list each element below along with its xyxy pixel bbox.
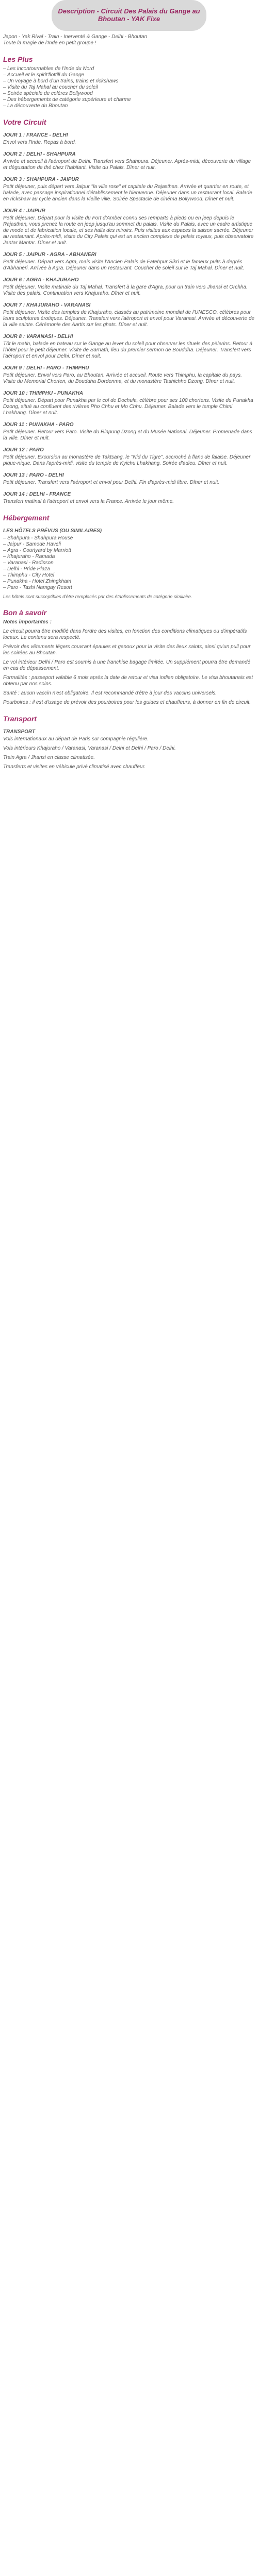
bon-savoir-paragraph: Prévoir des vêtements légers couvrant épaules et genoux pour la visite des lieux saints, ainsi qu'un pull pour les soirées au Bhoutan. <box>3 644 251 656</box>
bon-savoir-paragraph: Formalités : passeport valable 6 mois après la date de retour et visa indien obligatoire. Le visa bhoutanais est obtenu par nos soins. <box>3 675 253 687</box>
circuit-heading: Votre Circuit <box>3 118 46 126</box>
day-heading: JOUR 1 : FRANCE - DELHI <box>3 132 68 138</box>
day-heading: JOUR 10 : THIMPHU - PUNAKHA <box>3 391 84 396</box>
day-heading: JOUR 14 : DELHI - FRANCE <box>3 492 71 497</box>
day-text: Petit déjeuner, puis départ vers Jaipur "la ville rose" et capitale du Rajasthan. Arrivée et quartier en route, et balade, avec passage inspirationnel d'établissement le bienvenue. Déjeuner dans un restaurant local. Balade en rickshaw au cycle ancien dans la vieille ville. Soirée Spectacle de cinéma Bollywood. Dîner et nuit. <box>3 184 252 202</box>
list-item: – Shahpura - Shahpura House <box>3 535 255 541</box>
hebergement-subtitle: LES HÔTELS PRÉVUS (OU SIMILAIRES) <box>3 528 102 534</box>
intro-itinerary: Japon - Yak Rival - Train - Inerventé & Gange - Delhi - Bhoutan <box>3 34 148 40</box>
day-heading: JOUR 8 : VARANASI - DELHI <box>3 334 73 340</box>
day-heading: JOUR 5 : JAIPUR - AGRA - ABHANERI <box>3 252 96 258</box>
day-heading: JOUR 9 : DELHI - PARO - THIMPHU <box>3 365 89 371</box>
main-content <box>0 34 258 770</box>
day-heading: JOUR 2 : DELHI - SHAHPURA <box>3 151 76 157</box>
list-item: – Soirée spéciale de colères Bollywood <box>3 91 255 97</box>
day-text: Petit déjeuner. Transfert vers l'aéroport et envol pour Delhi. Fin d'après-midi libre. Dîner et nuit. <box>3 480 220 485</box>
list-item: – Thimphu - City Hotel <box>3 572 255 579</box>
day-heading: JOUR 11 : PUNAKHA - PARO <box>3 422 74 428</box>
list-item: – Varanasi - Radisson <box>3 560 255 566</box>
day-text: Petit déjeuner. Départ pour la visite du Fort d'Amber connu ses remparts à pieds ou en jeep depuis le Rajasthan, vous prenez la route en jeep jusqu'au sommet du palais. Visite du Palais, avec un cadre artistique de mode et de fabrication locale, et ses halls des miroirs. Puis visites aux espaces la saison sacrée. Déjeuner au restaurant. Après-midi, visite du City Palais qui est un ancien complexe de palais royaux, puis observatoire Jantar Mantar. Dîner et nuit. <box>3 215 254 246</box>
bon-savoir-paragraph: Le circuit pourra être modifié dans l'ordre des visites, en fonction des conditions climatiques ou d'impératifs locaux. Le contenu sera respecté. <box>3 629 247 640</box>
bon-savoir-paragraph: Santé : aucun vaccin n'est obligatoire. Il est recommandé d'être à jour des vaccins universels. <box>3 690 217 696</box>
day-9 <box>3 365 255 385</box>
day-text: Petit déjeuner. Retour vers Paro. Visite du Rinpung Dzong et du Musée National. Déjeuner. Promenade dans la ville. Dîner et nuit. <box>3 429 252 441</box>
day-heading: JOUR 12 : PARO <box>3 447 44 453</box>
day-text: Petit déjeuner. Départ pour Punakha par le col de Dochula, célèbre pour ses 108 chortens. Visite du Punakha Dzong, situé au confluent des rivières Pho Chhu et Mo Chhu. Déjeuner. Balade vers le temple Chimi Lhakhang. Dîner et nuit. <box>3 398 253 416</box>
hebergement-note: Les hôtels sont susceptibles d'être remplacés par des établissements de catégorie similaire. <box>3 594 192 599</box>
hotel-list <box>3 535 255 591</box>
les-plus-heading: Les Plus <box>3 55 33 63</box>
day-4 <box>3 208 255 246</box>
transport-paragraph: Vols intérieurs Khajuraho / Varanasi, Varanasi / Delhi et Delhi / Paro / Delhi. <box>3 745 176 751</box>
day-10 <box>3 390 255 416</box>
day-text: Transfert matinal à l'aéroport et envol vers la France. Arrivée le jour même. <box>3 499 174 504</box>
transport-paragraph: Transferts et visites en véhicule privé climatisé avec chauffeur. <box>3 764 146 770</box>
list-item: – Visite du Taj Mahal au coucher du soleil <box>3 84 255 91</box>
list-item: – Agra - Courtyard by Marriott <box>3 548 255 554</box>
intro-tagline: Toute la magie de l'Inde en petit groupe ! <box>3 40 96 46</box>
day-2 <box>3 151 255 171</box>
list-item: – Khajuraho - Ramada <box>3 554 255 560</box>
list-item: – Accueil et le spirit'flottill du Gange <box>3 72 255 78</box>
list-item: – Les incontournables de l'Inde du Nord <box>3 66 255 72</box>
day-7 <box>3 302 255 328</box>
bon-savoir-paragraph: Pourboires : il est d'usage de prévoir des pourboires pour les guides et chauffeurs, à donner en fin de circuit. <box>3 700 251 705</box>
list-item: – Un voyage à bord d'un trains, trains et rickshaws <box>3 78 255 84</box>
day-heading: JOUR 3 : SHAHPURA - JAIPUR <box>3 177 79 182</box>
list-item: – Jaipur - Samode Haveli <box>3 541 255 548</box>
day-3 <box>3 176 255 202</box>
transport-paragraph: Vols internationaux au départ de Paris sur compagnie régulière. <box>3 736 149 742</box>
day-text: Petit déjeuner. Visite matinale du Taj Mahal. Transfert à la gare d'Agra, pour un train vers Jhansi et Orchha. Visite des palais. Continuation vers Khajuraho. Dîner et nuit. <box>3 284 248 296</box>
list-item: – La découverte du Bhoutan <box>3 103 255 109</box>
day-heading: JOUR 6 : AGRA - KHAJURAHO <box>3 277 79 283</box>
day-text: Arrivée et accueil à l'aéroport de Delhi. Transfert vers Shahpura. Déjeuner. Après-midi, découverte du village et dégustation de thé chez l'habitant. Visite du Palais. Dîner et nuit. <box>3 159 251 171</box>
title-banner <box>52 0 206 31</box>
day-text: Petit déjeuner. Départ vers Agra, mais visite l'Ancien Palais de Fatehpur Sikri et le fameux puits à degrés d'Abhaneri. Arrivée à Agra. Déjeuner dans un restaurant. Coucher de soleil sur le Taj Mahal. Dîner et nuit. <box>3 259 245 271</box>
list-item: – Delhi - Pride Plaza <box>3 566 255 572</box>
transport-subtitle: TRANSPORT <box>3 729 36 735</box>
transport-paragraph: Train Agra / Jhansi en classe climatisée. <box>3 755 95 760</box>
list-item: – Punakha - Hotel Zhingkham <box>3 579 255 585</box>
les-plus-list <box>3 66 255 109</box>
transport-heading: Transport <box>3 715 37 723</box>
day-text: Tôt le matin, balade en bateau sur le Gange au lever du soleil pour observer les rituels des pèlerins. Retour à l'hôtel pour le petit déjeuner. Visite de Sarnath, lieu du premier sermon de Bouddha. Déjeuner. Transfert vers l'aéroport et envol pour Delhi. Dîner et nuit. <box>3 341 253 359</box>
bon-savoir-heading: Bon à savoir <box>3 608 47 617</box>
day-heading: JOUR 7 : KHAJURAHO - VARANASI <box>3 302 91 308</box>
day-heading: JOUR 4 : JAIPUR <box>3 208 45 214</box>
banner-title-line-1: Description - Circuit Des Palais du Gange au <box>58 7 200 15</box>
day-8 <box>3 333 255 360</box>
day-13 <box>3 472 255 486</box>
day-6 <box>3 277 255 297</box>
bon-savoir-paragraph: Notes importantes : <box>3 619 52 625</box>
day-text: Petit déjeuner. Visite des temples de Khajuraho, classés au patrimoine mondial de l'UNESCO, célèbres pour leurs sculptures érotiques. Déjeuner. Transfert vers l'aéroport et envol pour Varanasi. Arrivée et découverte de la ville sainte. Cérémonie des Aartis sur les ghats. Dîner et nuit. <box>3 310 254 328</box>
bon-savoir-paragraph: Le vol intérieur Delhi / Paro est soumis à une franchise bagage limitée. Un supplément pourra être demandé en cas de dépassement. <box>3 659 251 671</box>
list-item: – Des hébergements de catégorie supérieure et charme <box>3 97 255 103</box>
hebergement-heading: Hébergement <box>3 514 50 522</box>
day-text: Petit déjeuner. Envol vers Paro, au Bhoutan. Arrivée et accueil. Route vers Thimphu, la capitale du pays. Visite du Memorial Chorten, du Bouddha Dordenma, et du monastère Tashichho Dzong. Dîner et nuit. <box>3 372 242 384</box>
list-item: – Paro - Tashi Namgay Resort <box>3 585 255 591</box>
day-text: Petit déjeuner. Excursion au monastère de Taktsang, le "Nid du Tigre", accroché à flanc de falaise. Déjeuner pique-nique. Dans l'après-midi, visite du temple de Kyichu Lhakhang. Soirée d'adieu. Dîner et nuit. <box>3 454 251 466</box>
banner-title-line-2: Bhoutan - YAK Fixe <box>98 15 160 23</box>
day-heading: JOUR 13 : PARO - DELHI <box>3 472 64 478</box>
day-5 <box>3 251 255 272</box>
day-text: Envol vers l'Inde. Repas à bord. <box>3 140 76 145</box>
day-1 <box>3 132 255 146</box>
day-12 <box>3 447 255 467</box>
day-11 <box>3 421 255 442</box>
day-14 <box>3 491 255 505</box>
